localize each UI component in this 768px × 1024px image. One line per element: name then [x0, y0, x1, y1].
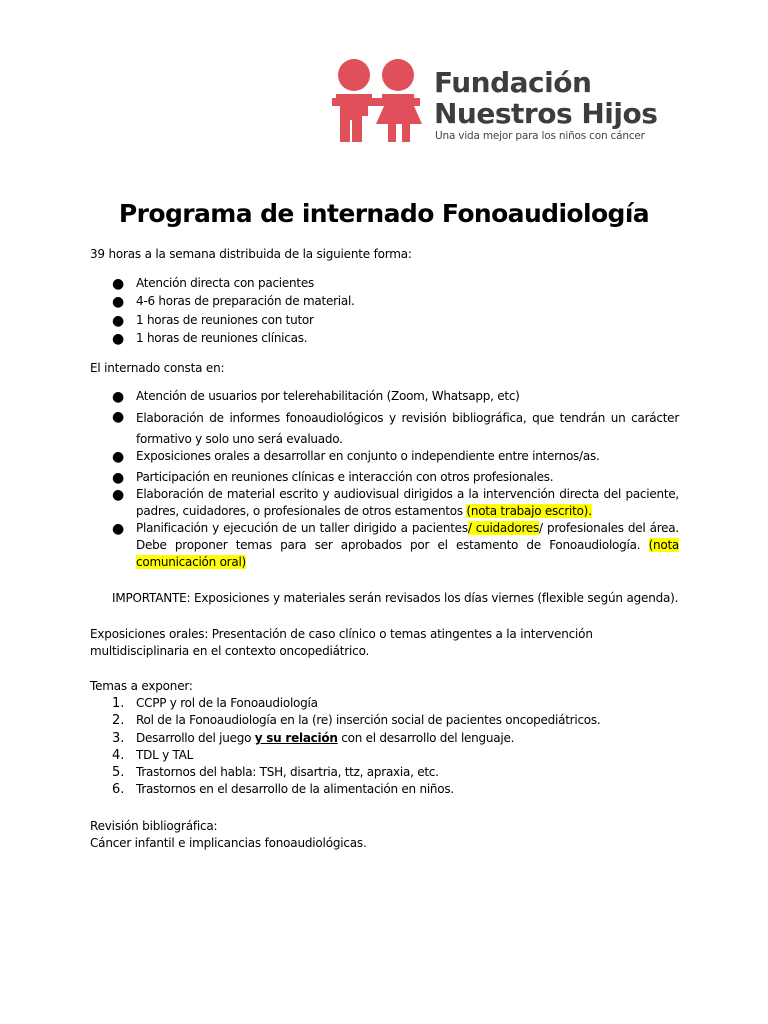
topic-item: Rol de la Fonoaudiología en la (re) inserción social de pacientes oncopediátricos.	[136, 713, 601, 727]
list-item: 1 horas de reuniones clínicas.	[136, 331, 308, 345]
list-item-text: Elaboración de material escrito y audiovisual dirigidos a la intervención directa del paciente, padres, cuidadores, o profesionales de otros estamentos	[136, 487, 679, 518]
list-item: Atención de usuarios por telerehabilitación (Zoom, Whatsapp, etc)	[136, 389, 520, 403]
internship-intro: El internado consta en:	[90, 361, 225, 375]
list-item-text: / profesionales del área. Debe proponer temas para ser aprobados por el estamento de Fonoaudiología.	[136, 521, 679, 552]
list-number: 3.	[112, 731, 125, 746]
document-title: Programa de internado Fonoaudiología	[118, 199, 650, 228]
list-number: 2.	[112, 713, 125, 728]
topic-item: Trastornos del habla: TSH, disartria, ttz, apraxia, etc.	[136, 765, 439, 779]
list-number: 1.	[112, 696, 125, 711]
list-item	[136, 486, 679, 520]
bullet-icon: ●	[112, 470, 125, 486]
topic-item: TDL y TAL	[136, 748, 194, 762]
logo-name-line2: Nuestros Hijos	[434, 97, 658, 130]
bullet-icon: ●	[112, 449, 125, 465]
highlight-note: (nota comunicación oral)	[136, 538, 679, 569]
list-item-text: Planificación y ejecución de un taller dirigido a pacientes	[136, 521, 468, 535]
bibliography-title: Revisión bibliográfica:	[90, 819, 218, 833]
list-item: Participación en reuniones clínicas e interacción con otros profesionales.	[136, 470, 554, 484]
highlight-text: / cuidadores	[467, 521, 540, 535]
bullet-icon: ●	[112, 276, 125, 292]
topic-item	[136, 730, 679, 747]
list-number: 4.	[112, 748, 125, 763]
list-item: Exposiciones orales a desarrollar en conjunto o independiente entre internos/as.	[136, 449, 600, 463]
bullet-icon: ●	[112, 331, 125, 347]
foundation-logo	[332, 58, 662, 148]
bullet-icon: ●	[112, 521, 125, 537]
logo-tagline: Una vida mejor para los niños con cáncer	[435, 130, 645, 142]
list-number: 5.	[112, 765, 125, 780]
list-item	[136, 520, 679, 571]
oral-expositions: Exposiciones orales: Presentación de caso clínico o temas atingentes a la intervención multidisciplinaria en el contexto oncopediátrico.	[90, 627, 593, 658]
bullet-icon: ●	[112, 409, 125, 425]
bullet-icon: ●	[112, 294, 125, 310]
topic-item: CCPP y rol de la Fonoaudiología	[136, 696, 318, 710]
important-note: IMPORTANTE: Exposiciones y materiales serán revisados los días viernes (flexible según agenda).	[112, 591, 679, 605]
bullet-icon: ●	[112, 389, 125, 405]
underlined-text: y su relación	[254, 731, 338, 745]
bullet-icon: ●	[112, 487, 125, 503]
list-item: 4-6 horas de preparación de material.	[136, 294, 355, 308]
bibliography-text: Cáncer infantil e implicancias fonoaudiológicas.	[90, 836, 367, 850]
logo-name-line1: Fundación	[434, 66, 592, 99]
topics-title: Temas a exponer:	[90, 679, 193, 693]
two-children-icon	[332, 58, 422, 144]
list-item: Elaboración de informes fonoaudiológicos y revisión bibliográfica, que tendrán un carácter formativo y solo uno será evaluado.	[136, 411, 679, 446]
topic-text: Desarrollo del juego	[136, 731, 255, 745]
list-item: 1 horas de reuniones con tutor	[136, 313, 314, 327]
topic-text: con el desarrollo del lenguaje.	[337, 731, 515, 745]
list-item: Atención directa con pacientes	[136, 276, 314, 290]
schedule-intro: 39 horas a la semana distribuida de la siguiente forma:	[90, 247, 412, 261]
bullet-icon: ●	[112, 313, 125, 329]
topic-item: Trastornos en el desarrollo de la alimentación en niños.	[136, 782, 454, 796]
highlight-note: (nota trabajo escrito).	[466, 504, 592, 518]
list-number: 6.	[112, 782, 125, 797]
